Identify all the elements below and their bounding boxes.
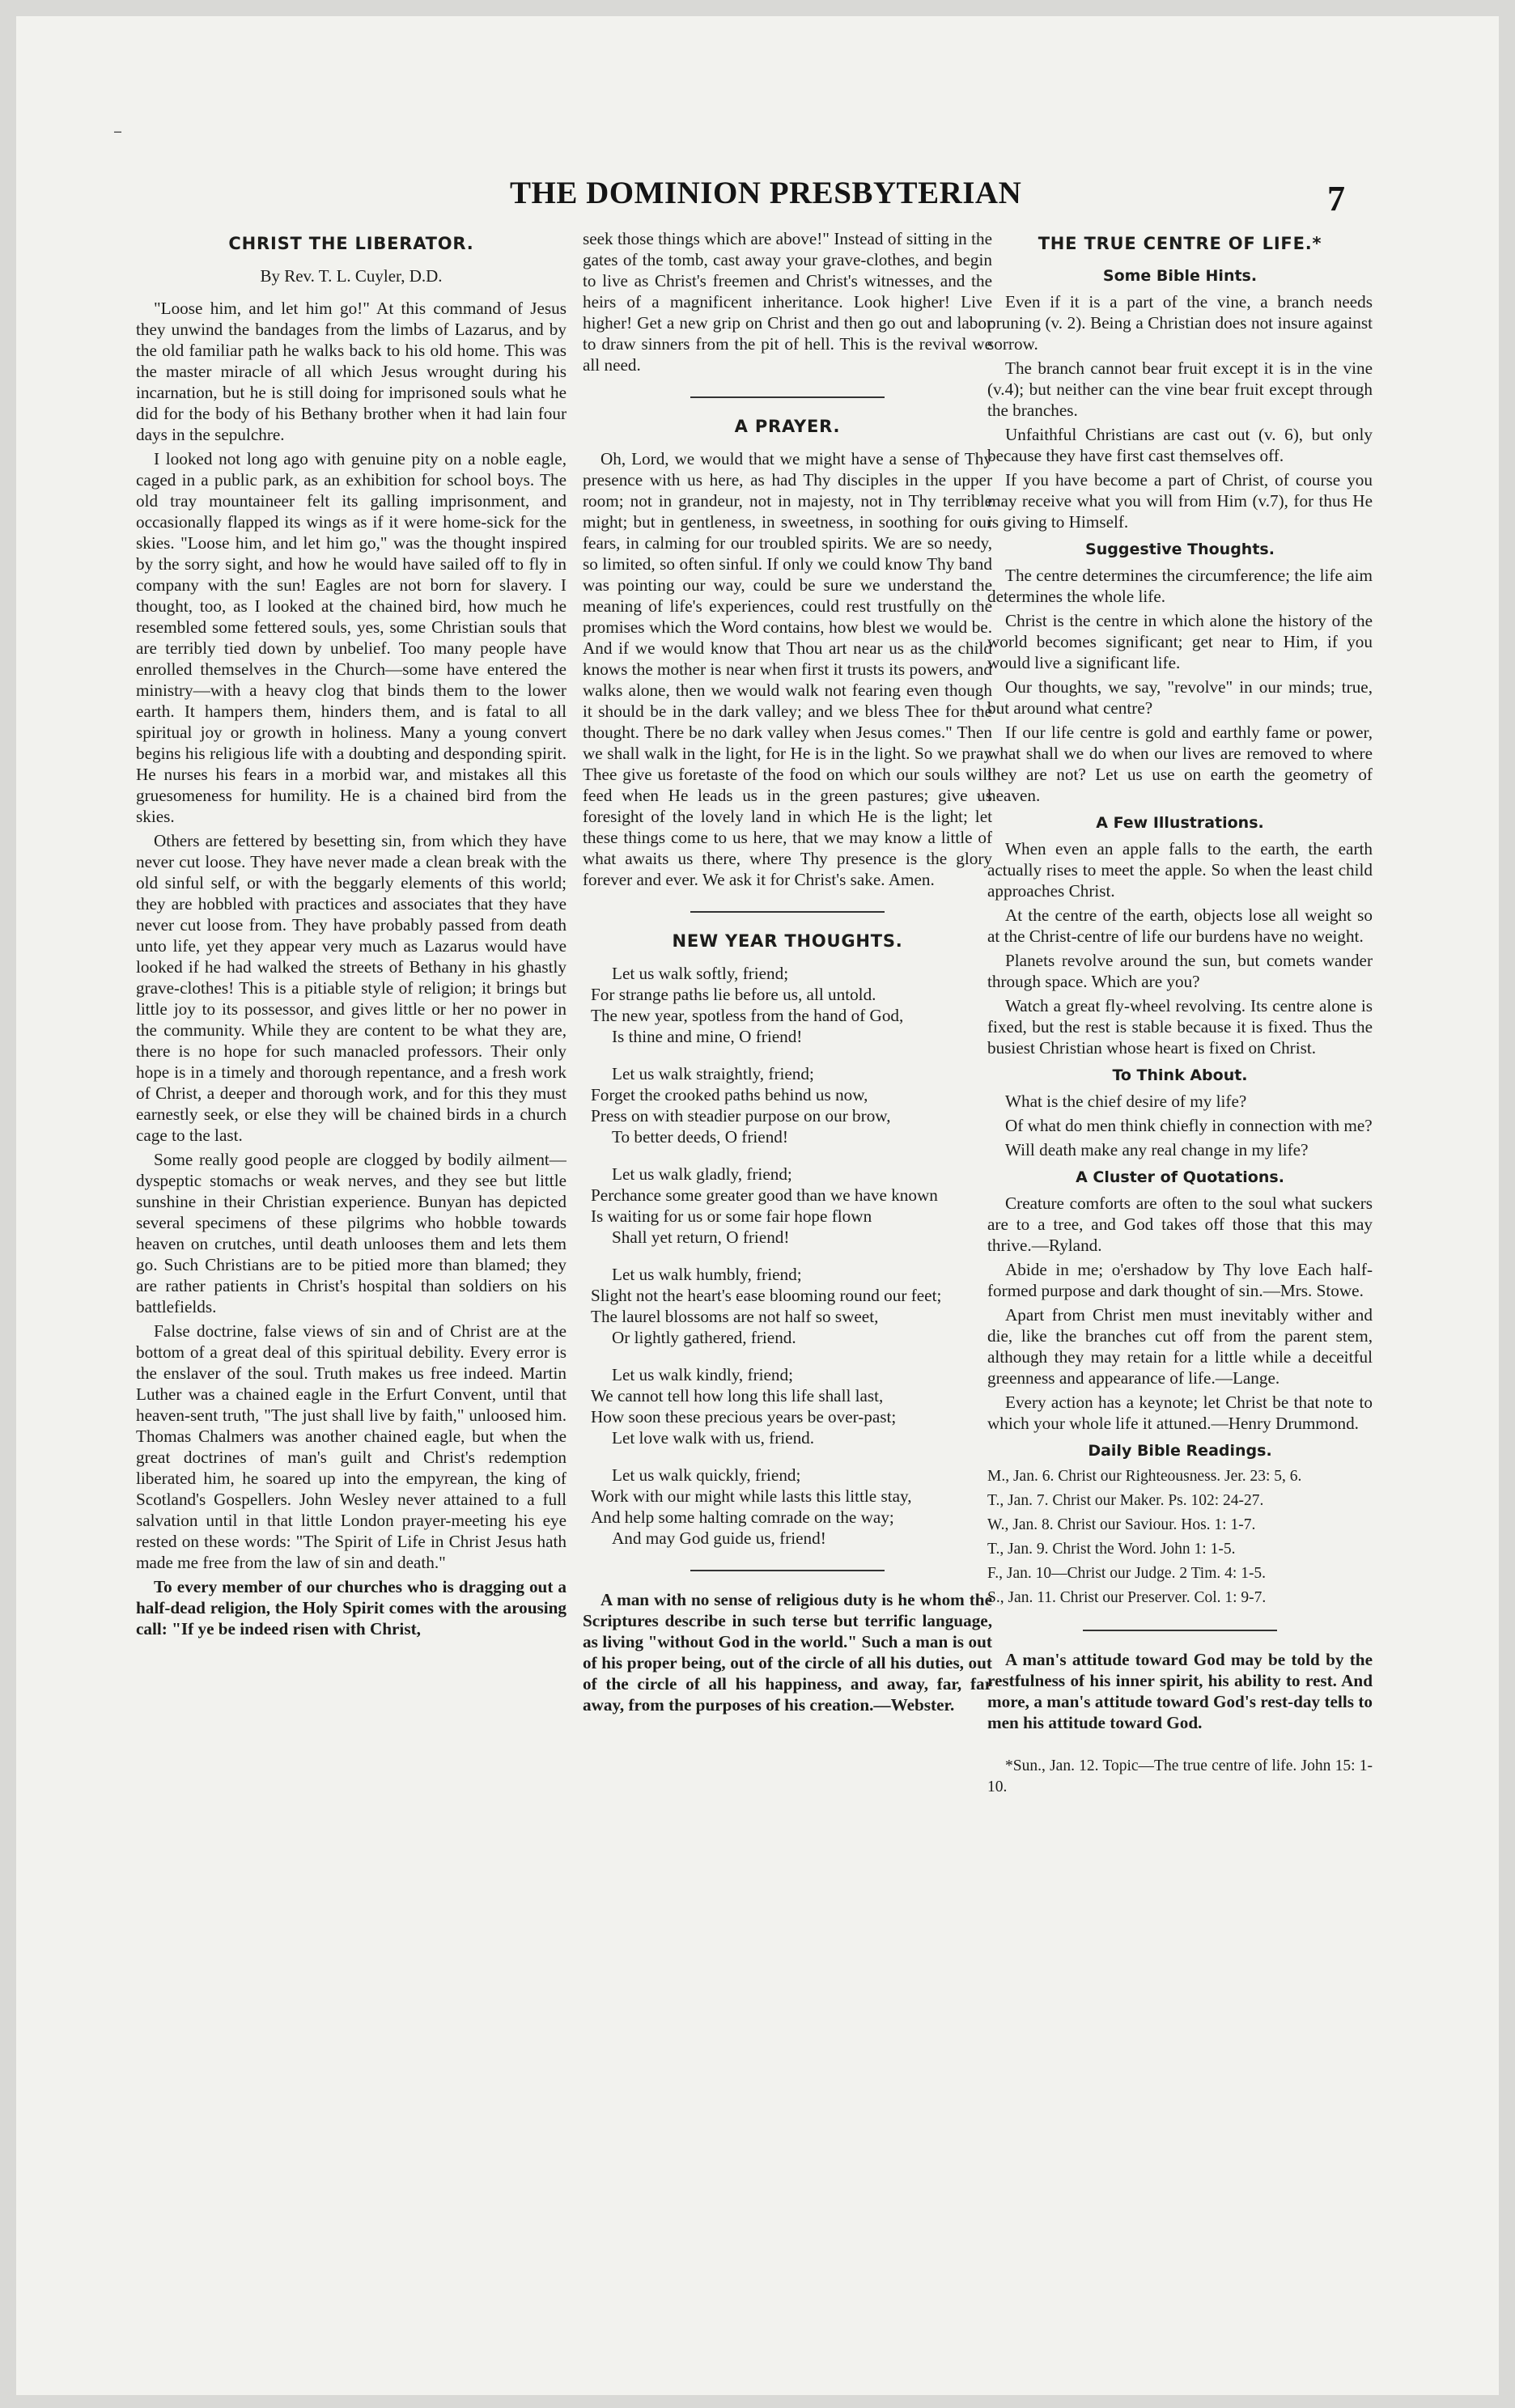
column-right xyxy=(987,228,1373,2380)
paragraph: Others are fettered by besetting sin, from which they have never cut loose. They have never made a clean break with the old sinful self, or with the beggarly elements of this world; they are hobbled with practices and associates that they have never cut loose from. They have probably passed from death unto life, yet they appear very much as Lazarus would have looked if he had walked the streets of Bethany in his ghastly grave-clothes! This is a pitiable style of religion; it brings but little joy to its possessor, and gives little or her no power in the community. While they are content to be what they are, there is no hope for such manacled professors. Their only hope is in a timely and thorough repentance, and a fresh work of Christ, a deeper and thorough work, and for this they must earnestly seek, or else they will be chained birds in a church cage to the last. xyxy=(136,831,567,1145)
subheading-bible-hints: Some Bible Hints. xyxy=(1102,267,1258,285)
paragraph: Unfaithful Christians are cast out (v. 6), but only because they have first cast themselves off. xyxy=(987,425,1373,465)
reading-entry: S., Jan. 11. Christ our Preserver. Col. 1: 9-7. xyxy=(987,1589,1267,1606)
paragraph: Creature comforts are often to the soul what suckers are to a tree, and God takes off those that this may thrive.—Ryland. xyxy=(987,1193,1373,1255)
article-heading-christ-liberator: CHRIST THE LIBERATOR. xyxy=(228,234,474,253)
closing-paragraph: A man with no sense of religious duty is he whom the Scriptures describe in such terse but terrific language, as living "without God in the world." Such a man is out of his proper being, out of the circle of all his duties, out of the circle of all his happiness, and away, far, far away, from the purposes of his creation.—Webster. xyxy=(583,1590,992,1715)
poem-line: For strange paths lie before us, all untold. xyxy=(591,985,876,1004)
article-byline: By Rev. T. L. Cuyler, D.D. xyxy=(260,266,443,286)
poem-stanza xyxy=(583,1364,992,1448)
prayer-text: Oh, Lord, we would that we might have a sense of Thy presence with us here, as had Thy disciples in the upper room; not in grandeur, not in majesty, not in Thy terrible might; but in gentleness, in sweetness, in soothing for our fears, in calming for our troubled spirits. We are so needy, so limited, so often sinful. If only we could know Thy band was pointing our way, could be sure we understand the meaning of life's experiences, could rest trustfully on the promises which the Word contains, how blest we would be. And if we would know that Thou art near us as the child knows the mother is near when first it trusts its powers, and walks alone, then we would walk not fearing even though it should be in the dark valley; and we bless Thee for the thought. There be no dark valley when Jesus comes." Then we shall walk in the light, for He is in the light. So we pray Thee give us foretaste of the food on which our souls will feed when He leads us in the green pastures; give us foresight of the lovely land in which He is the light; let these things come to us here, that we may know a little of what awaits us there, where Thy presence is the glory forever and ever. We ask it for Christ's sake. Amen. xyxy=(583,449,992,889)
subheading-to-think-about: To Think About. xyxy=(1112,1066,1248,1084)
subheading-suggestive-thoughts: Suggestive Thoughts. xyxy=(1085,541,1275,558)
paragraph: Some really good people are clogged by bodily ailment—dyspeptic stomachs or weak nerves, and they see but little sunshine in their Christian experience. Bunyan has depicted several specimens of these pilgrims who hobble towards heaven on crutches, until death unlooses them and lets them go. Such Christians are to be pitied more than blamed; they are rather patients in Christ's hospital than soldiers on his battlefields. xyxy=(136,1150,567,1316)
divider-rule xyxy=(690,1570,885,1571)
poem-line: Is thine and mine, O friend! xyxy=(612,1027,803,1046)
poem-line: Let us walk humbly, friend; xyxy=(612,1265,802,1284)
newspaper-page xyxy=(16,16,1499,2395)
column-middle xyxy=(583,228,992,2316)
poem-line: We cannot tell how long this life shall last, xyxy=(591,1386,884,1405)
reading-entry: T., Jan. 7. Christ our Maker. Ps. 102: 24-27. xyxy=(987,1492,1264,1509)
column-left xyxy=(136,228,567,2380)
paragraph: The centre determines the circumference; the life aim determines the whole life. xyxy=(987,566,1373,606)
poem-line: Let love walk with us, friend. xyxy=(612,1428,815,1448)
divider-rule xyxy=(690,911,885,913)
paragraph: What is the chief desire of my life? xyxy=(1005,1092,1247,1111)
poem-line: Let us walk straightly, friend; xyxy=(612,1064,814,1083)
topic-footnote: *Sun., Jan. 12. Topic—The true centre of life. John 15: 1-10. xyxy=(987,1757,1373,1795)
poem-line: Or lightly gathered, friend. xyxy=(612,1328,796,1347)
paragraph: If our life centre is gold and earthly fame or power, what shall we do when our lives are removed to where they are not? Let us use on earth the geometry of heaven. xyxy=(987,723,1373,805)
poem-line: Is waiting for us or some fair hope flown xyxy=(591,1206,872,1226)
paragraph: The branch cannot bear fruit except it is in the vine (v.4); but neither can the vine bear fruit except through the branches. xyxy=(987,358,1373,420)
attitude-paragraph: A man's attitude toward God may be told by the restfulness of his inner spirit, his ability to rest. And more, a man's attitude toward God's rest-day tells to men his attitude toward God. xyxy=(987,1650,1373,1732)
poem-line: Let us walk quickly, friend; xyxy=(612,1465,801,1485)
masthead-title: THE DOMINION PRESBYTERIAN xyxy=(510,176,1022,210)
poem-line: To better deeds, O friend! xyxy=(612,1127,788,1147)
paragraph: Apart from Christ men must inevitably wither and die, like the branches cut off from the parent stem, although they may retain for a little while a deceitful greenness and appearance of life.—Lange. xyxy=(987,1305,1373,1388)
paragraph: Planets revolve around the sun, but comets wander through space. Which are you? xyxy=(987,951,1373,991)
reading-entry: F., Jan. 10—Christ our Judge. 2 Tim. 4: 1-5. xyxy=(987,1565,1267,1582)
article-heading-true-centre: THE TRUE CENTRE OF LIFE.* xyxy=(1038,234,1322,253)
paragraph: "Loose him, and let him go!" At this command of Jesus they unwind the bandages from the limbs of Lazarus, and by the old familiar path he walks back to his old home. This was the master miracle of all which Jesus wrought during his incarnation, but he is still doing for imprisoned souls what he did for the body of his Bethany brother when it had lain four days in the sepulchre. xyxy=(136,299,567,444)
paragraph: If you have become a part of Christ, of course you may receive what you will from Him (v.7), for thus He is giving to Himself. xyxy=(987,470,1373,532)
divider-rule xyxy=(1083,1630,1277,1631)
paragraph: I looked not long ago with genuine pity on a noble eagle, caged in a public park, as an exhibition for school boys. The old tray mountaineer felt its galling imprisonment, and occasionally flapped its wings as if it were home-sick for the skies. "Loose him, and let him go," was the thought inspired by the sorry sight, and how he would have sailed off to fly in company with the sun! Eagles are not born for slavery. I thought, too, as I looked at the chained bird, how much he resembled some fettered souls, yes, some Christian souls that are terribly tied down by unbelief. Too many people have enrolled themselves in the Church—some have entered the ministry—with a heavy clog that binds them to the lower earth. It hampers them, hinders them, and is fatal to all spiritual joy or growth in holiness. Many a young convert begins his religious life with a doubting and desponding spirit. He nurses his fears in a morbid war, and mistakes all this gruesomeness for humility. He is a chained bird from the skies. xyxy=(136,449,567,826)
paragraph: To every member of our churches who is dragging out a half-dead religion, the Holy Spirit comes with the arousing call: "If ye be indeed risen with Christ, xyxy=(136,1577,567,1639)
poem-line: Let us walk kindly, friend; xyxy=(612,1365,793,1384)
poem-stanza xyxy=(583,963,992,1047)
article-heading-new-year-thoughts: NEW YEAR THOUGHTS. xyxy=(672,931,903,951)
reading-entry: W., Jan. 8. Christ our Saviour. Hos. 1: 1-7. xyxy=(987,1516,1256,1533)
poem-line: The new year, spotless from the hand of God, xyxy=(591,1006,904,1025)
poem-stanza xyxy=(583,1264,992,1348)
paragraph: Of what do men think chiefly in connection with me? xyxy=(1005,1116,1373,1135)
poem-line: The laurel blossoms are not half so sweet, xyxy=(591,1307,879,1326)
subheading-few-illustrations: A Few Illustrations. xyxy=(1096,814,1264,832)
print-speck: – xyxy=(113,121,122,142)
poem-stanza xyxy=(583,1063,992,1147)
paragraph: When even an apple falls to the earth, the earth actually rises to meet the apple. So when the least child approaches Christ. xyxy=(987,839,1373,901)
reading-entry: T., Jan. 9. Christ the Word. John 1: 1-5. xyxy=(987,1541,1236,1558)
page-number: 7 xyxy=(1327,179,1345,218)
paragraph: Even if it is a part of the vine, a branch needs pruning (v. 2). Being a Christian does not insure against sorrow. xyxy=(987,292,1373,354)
paragraph: Watch a great fly-wheel revolving. Its centre alone is fixed, but the rest is stable because it is fixed. Thus the busiest Christian whose heart is fixed on Christ. xyxy=(987,996,1373,1058)
poem-line: Perchance some greater good than we have known xyxy=(591,1185,938,1205)
poem-line: Work with our might while lasts this little stay, xyxy=(591,1486,912,1506)
poem-stanza xyxy=(583,1465,992,1549)
poem-line: Forget the crooked paths behind us now, xyxy=(591,1085,868,1104)
poem-line: And help some halting comrade on the way; xyxy=(591,1507,894,1527)
subheading-daily-bible-readings: Daily Bible Readings. xyxy=(1088,1442,1272,1460)
poem-line: Slight not the heart's ease blooming round our feet; xyxy=(591,1286,942,1305)
divider-rule xyxy=(690,396,885,398)
poem-stanza xyxy=(583,1164,992,1248)
paragraph: Every action has a keynote; let Christ be that note to which your whole life it attuned.—Henry Drummond. xyxy=(987,1393,1373,1433)
poem-line: Let us walk softly, friend; xyxy=(612,964,789,983)
paragraph-continuation: seek those things which are above!" Instead of sitting in the gates of the tomb, cast away your grave-clothes, and begin to live as Christ's freemen and Christ's witnesses, and the heirs of a magnificent inheritance. Look higher! Live higher! Get a new grip on Christ and then go out and labor to draw sinners from the pit of hell. This is the revival we all need. xyxy=(583,229,992,375)
subheading-cluster-of-quotations: A Cluster of Quotations. xyxy=(1076,1168,1284,1186)
poem-line: Shall yet return, O friend! xyxy=(612,1227,790,1247)
poem-line: Press on with steadier purpose on our brow, xyxy=(591,1106,891,1126)
paragraph: At the centre of the earth, objects lose all weight so at the Christ-centre of life our burdens have no weight. xyxy=(987,905,1373,946)
poem-line: How soon these precious years be over-past; xyxy=(591,1407,897,1427)
paragraph: Our thoughts, we say, "revolve" in our minds; true, but around what centre? xyxy=(987,677,1373,718)
paragraph: Christ is the centre in which alone the history of the world becomes significant; get near to Him, if you would live a significant life. xyxy=(987,611,1373,672)
paragraph: Abide in me; o'ershadow by Thy love Each half-formed purpose and dark thought of sin.—Mrs. Stowe. xyxy=(987,1260,1373,1300)
poem xyxy=(583,963,992,1549)
paragraph: Will death make any real change in my life? xyxy=(1005,1140,1309,1159)
paragraph: False doctrine, false views of sin and of Christ are at the bottom of a great deal of this spiritual debility. Every error is the enslaver of the soul. Truth makes us free indeed. Martin Luther was a chained eagle in the Erfurt Convent, until that heaven-sent truth, "The just shall live by faith," unloosed him. Thomas Chalmers was another chained eagle, but when the great doctrines of man's guilt and Christ's redemption liberated him, he soared up into the empyrean, the king of Scotland's Gospellers. John Wesley never attained to a full salvation until in that little London prayer-meeting his eye rested on these words: "The Spirit of Life in Christ Jesus hath made me free from the law of sin and death." xyxy=(136,1321,567,1572)
article-heading-prayer: A PRAYER. xyxy=(734,417,841,436)
reading-entry: M., Jan. 6. Christ our Righteousness. Jer. 23: 5, 6. xyxy=(987,1468,1302,1485)
poem-line: And may God guide us, friend! xyxy=(612,1528,826,1548)
poem-line: Let us walk gladly, friend; xyxy=(612,1164,792,1184)
